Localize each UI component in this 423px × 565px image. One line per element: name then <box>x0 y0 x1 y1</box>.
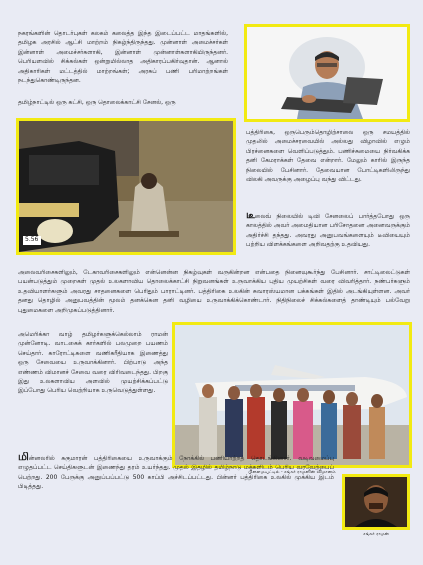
street-taxi-photo <box>16 118 236 255</box>
airplane-group-photo <box>172 322 412 468</box>
intro-paragraph: நகரங்களின் தொடர்புகள் கலகம் கலைத்த இந்த இடைப்பட்ட மாதங்களில், தமிழக அரசில் ஆட்சி மாற்றம் நிகழ்ந்திருந்தது. முன்னாள் அமைச்சர்கள் இன்னாள் அமைச்சர்களாகி, இன்னாள் முன்னாள்களாகியிருந்தனர். பெரியளவில் சிக்கல்கள் ஒன்றுமில்லாத அதிகாரப்பகிர்வுதான். ஆனால் அதிகாரிகள் மட்டத்தில் மாற்றங்கள்; அரசுப் பணி பரிமாற்றங்கள் நடந்துகொண்டிருந்தன. <box>18 30 228 85</box>
paragraph-text: லைவ் நிலையில் டிவி சேனலைப் பார்த்தபோது ஒரு காலத்தில் அவர் அமைதியான பரிசோதனை அனைவருக்கும் அதிர்ச்சி தந்தது. அவரது அனுபவங்களையும் டீவியையும் பற்றிய விளக்கங்களை அறிவதற்கு உதவியது. <box>246 213 410 249</box>
full-width-paragraph: அலைவரிசைகளிலும், டேகாவரிசைகளிலும் என்னென்ன நிகழ்வுகள் வருகின்றன என்பதை நினைவுகூர்ந்து பேசினார். சாட்டிலைட்டுகள் பயன்படுத்தும் முறைகள் முதல் உலகளாவிய தொலைக்காட்சி நிறுவனங்கள் உருவாக்கிய புதிய முயற்சிகள் வரை விவரித்தார். நண்பர்களும் உதவியாளர்களும் அவரது சாதனைகளை பெரிதும் பாராட்டினர். பத்திரிகை உலகின் சுவாரஸ்யமான பக்கங்கள் இதில் அடங்கியுள்ளன. அவர் தனது தொழில் அனுபவத்தின் மூலம் தனக்கென தனி வழியை உருவாக்கிக்கொண்டார். நிதிநிலைச் சிக்கல்களைத் தாண்டியும் பல்வேறு புதுமைகளை அறிமுகப்படுத்தினார். <box>18 269 410 314</box>
airplane-photo-caption: பிளைமவுட்டில் - சங்கர் ராமனின் விமானம் <box>248 470 336 475</box>
portrait-caption: சங்கர் ராமன் <box>363 532 389 537</box>
mid-paragraph-left: தமிழ்நாட்டில் ஒரு கட்சி, ஒரு தொலைக்காட்சி சேனல், ஒரு <box>18 99 176 106</box>
laptop-man-photo <box>244 24 410 122</box>
left-column-paragraph: அமெரிக்கா வாழ் தமிழர்களுக்கெல்லாம் ராமன் முன்னோடி. வாடகைக் கார்களில் பலமுறை பயணம் செய்தார். காரோட்டிகளை வணிகரீதியாக இணைத்து ஒரு சேவையை உருவாக்கினார். பிற்பாடு அந்த எண்ணம் விமானச் சேவை வரை விரிவடைந்தது. பிறகு இது உலகளாவிய அளவில் முயற்சிக்கப்பட்டு இப்போது பெரிய வெற்றியாக உருவெடுத்துள்ளது. <box>18 331 168 395</box>
drop-cap-letter: மி <box>18 452 29 463</box>
taxi-plate-label: 5.56 <box>25 236 39 243</box>
portrait-photo <box>342 474 410 530</box>
drop-cap-letter: டீ <box>246 210 255 221</box>
right-column-paragraph-2 <box>246 210 410 267</box>
paragraph-text: ன்னலரில் சுகுமாரன் பத்திரிகையை உருவாக்கும் நோக்கில் பணியாற்றத் தொடங்கினார். வடிவமைப்பு எழுதப்பட்ட செய்திகளுடன் இணைந்து தரம் உயர்ந்தது. முதல் இதழில் தமிழ்நாடு மக்களிடம் பெரிய வரவேற்பைப் பெற்றது. 200 பேருக்கு அனுப்பப்பட்டு 500 காப்பி அச்சிடப்பட்டது. பின்னர் பத்திரிகை உலகில் முக்கிய இடம் பிடித்தது. <box>18 455 334 491</box>
bottom-left-paragraph <box>18 452 334 560</box>
right-column-paragraph-1: பத்திரிகை, ஒருபெரும்தொழிற்சாலை ஒரு சமயத்தில் முதலில் அமைச்சரவையில் அல்லது விழாவில் எழும் பிரச்னைகளை வெளிப்படுத்தும். பணிச்சுமையை நிர்வகிக்க தனி கேமராக்கள் தேவை என்றார். மேலும் காரில் இருந்த நிலையில் பேசினார். தேவையான போட்டிகளிலிருந்து விலகி அவருக்கு அழைப்பு வந்து விட்டது. <box>246 129 410 184</box>
